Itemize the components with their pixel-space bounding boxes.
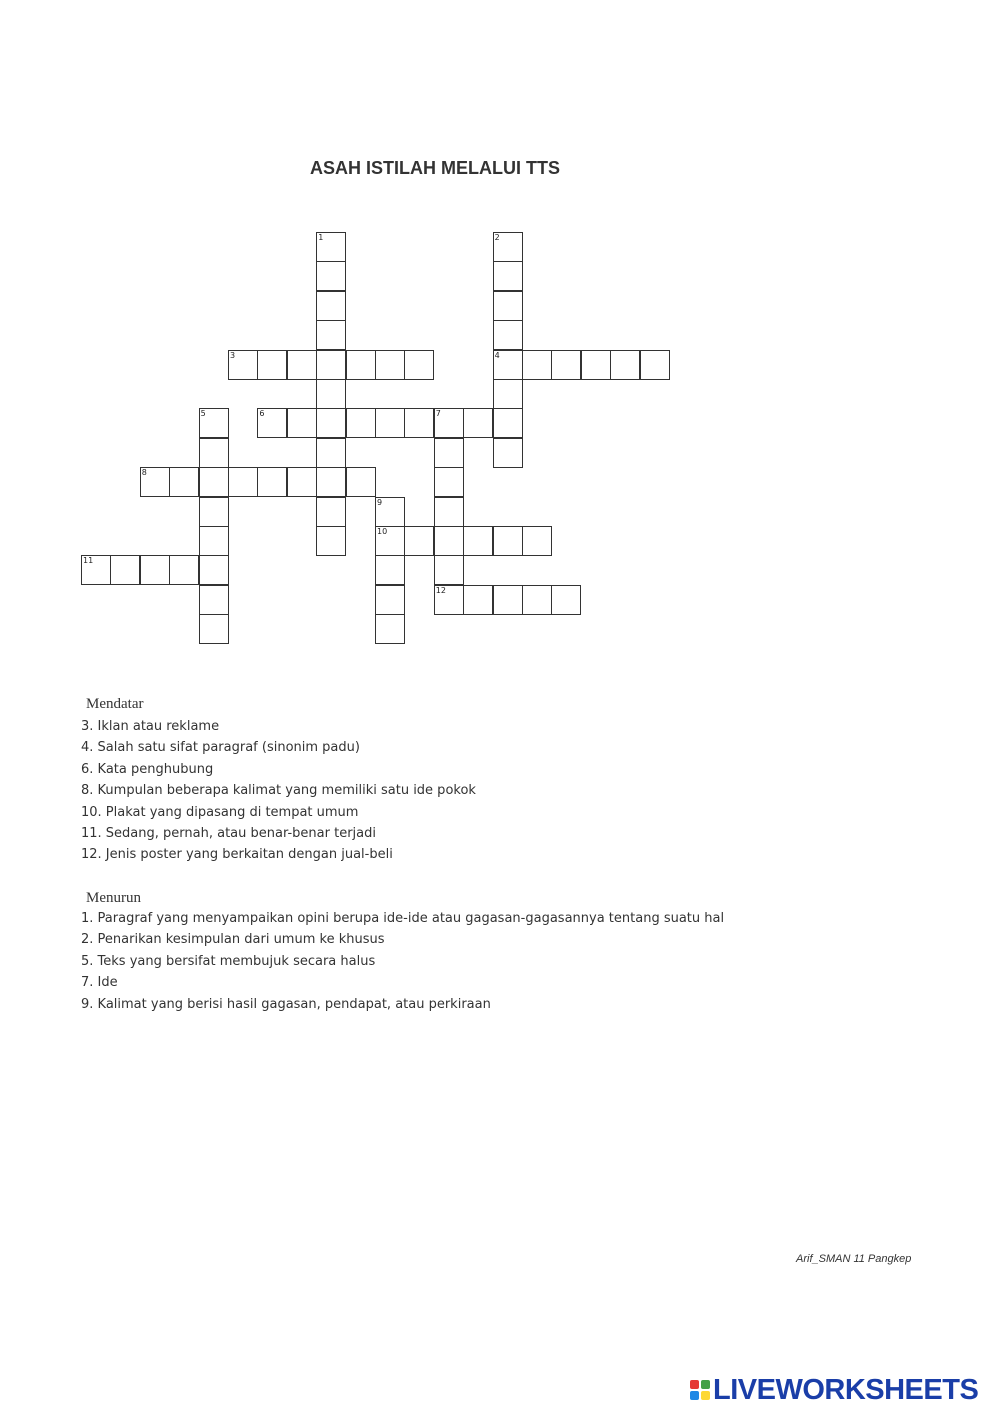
crossword-cell[interactable] [581,350,611,380]
crossword-cell[interactable] [522,526,552,556]
crossword-cell[interactable] [287,408,317,438]
crossword-cell[interactable] [434,438,464,468]
crossword-cell[interactable] [199,614,229,644]
crossword-cell[interactable] [316,408,346,438]
across-clue: 12. Jenis poster yang berkaitan dengan jual-beli [81,847,393,863]
crossword-cell[interactable] [199,497,229,527]
author-credit: Arif_SMAN 11 Pangkep [796,1253,912,1265]
clue-number: 3 [230,350,236,360]
crossword-cell[interactable] [346,350,376,380]
crossword-cell[interactable] [228,467,258,497]
crossword-cell[interactable] [316,350,346,380]
crossword-cell[interactable] [404,408,434,438]
crossword-cell[interactable] [316,497,346,527]
crossword-cell[interactable] [346,408,376,438]
crossword-cell[interactable] [522,585,552,615]
clue-number: 9 [377,497,383,507]
down-clue: 7. Ide [81,975,118,991]
crossword-cell[interactable] [257,350,287,380]
down-heading: Menurun [86,890,141,906]
clue-number: 2 [494,233,500,242]
down-clue: 5. Teks yang bersifat membujuk secara halus [81,953,376,969]
crossword-cell[interactable] [199,438,229,468]
crossword-cell[interactable] [199,585,229,615]
crossword-cell[interactable] [316,467,346,497]
crossword-cell[interactable] [434,526,464,556]
crossword-cell[interactable] [493,526,523,556]
clue-number: 1 [318,233,324,242]
crossword-cell[interactable] [610,350,640,380]
crossword-cell[interactable] [551,585,581,615]
across-clue: 11. Sedang, pernah, atau benar-benar terjadi [81,826,376,842]
down-clue: 2. Penarikan kesimpulan dari umum ke khusus [81,932,385,948]
crossword-grid [0,0,999,700]
across-clue: 10. Plakat yang dipasang di tempat umum [81,804,359,820]
clue-number: 4 [494,350,500,360]
clue-number: 6 [259,409,265,419]
crossword-cell[interactable] [316,320,346,350]
clue-number: 7 [435,409,441,419]
crossword-cell[interactable] [493,320,523,350]
clue-number: 12 [435,585,446,595]
crossword-cell[interactable] [640,350,670,380]
across-clue: 4. Salah satu sifat paragraf (sinonim padu) [81,740,360,756]
worksheet-title: ASAH ISTILAH MELALUI TTS [310,158,560,178]
crossword-cell[interactable] [287,467,317,497]
crossword-cell[interactable] [316,526,346,556]
crossword-cell[interactable] [199,555,229,585]
down-clue: 1. Paragraf yang menyampaikan opini berupa ide-ide atau gagasan-gagasannya tentang suatu hal [81,911,725,926]
across-clue-list [81,716,476,866]
crossword-cell[interactable] [140,555,170,585]
crossword-cell[interactable] [375,555,405,585]
brand-icon [690,1380,710,1400]
crossword-cell[interactable] [110,555,140,585]
crossword-cell[interactable] [316,261,346,291]
clue-number: 10 [377,527,388,536]
crossword-cell[interactable] [199,526,229,556]
across-clue: 6. Kata penghubung [81,761,214,777]
across-clue: 3. Iklan atau reklame [81,719,220,734]
crossword-cell[interactable] [346,467,376,497]
liveworksheets-logo [690,1374,978,1406]
clue-number: 11 [83,556,94,566]
crossword-cell[interactable] [463,526,493,556]
crossword-cell[interactable] [316,379,346,409]
crossword-cell[interactable] [375,350,405,380]
crossword-cell[interactable] [522,350,552,380]
crossword-cell[interactable] [169,467,199,497]
crossword-cell[interactable] [375,614,405,644]
crossword-cell[interactable] [493,291,523,321]
across-clue: 8. Kumpulan beberapa kalimat yang memiliki satu ide pokok [81,783,476,799]
crossword-cell[interactable] [434,467,464,497]
crossword-cell[interactable] [375,408,405,438]
crossword-cell[interactable] [463,585,493,615]
crossword-cell[interactable] [316,438,346,468]
clue-number: 8 [141,468,147,478]
crossword-cell[interactable] [434,497,464,527]
crossword-cell[interactable] [316,291,346,321]
crossword-cell[interactable] [493,379,523,409]
crossword-cell[interactable] [169,555,199,585]
crossword-cell[interactable] [493,408,523,438]
across-heading: Mendatar [86,696,144,712]
down-clue-list [81,908,724,1015]
crossword-cell[interactable] [375,585,405,615]
crossword-cell[interactable] [551,350,581,380]
crossword-cell[interactable] [404,350,434,380]
crossword-cell[interactable] [199,467,229,497]
crossword-cell[interactable] [257,467,287,497]
clue-number: 5 [200,409,206,419]
crossword-cell[interactable] [404,526,434,556]
crossword-cell[interactable] [287,350,317,380]
crossword-cell[interactable] [493,438,523,468]
down-clue: 9. Kalimat yang berisi hasil gagasan, pendapat, atau perkiraan [81,996,491,1012]
crossword-cell[interactable] [493,261,523,291]
crossword-cell[interactable] [463,408,493,438]
crossword-cell[interactable] [493,585,523,615]
brand-text: LIVEWORKSHEETS [713,1373,979,1406]
crossword-cell[interactable] [434,555,464,585]
